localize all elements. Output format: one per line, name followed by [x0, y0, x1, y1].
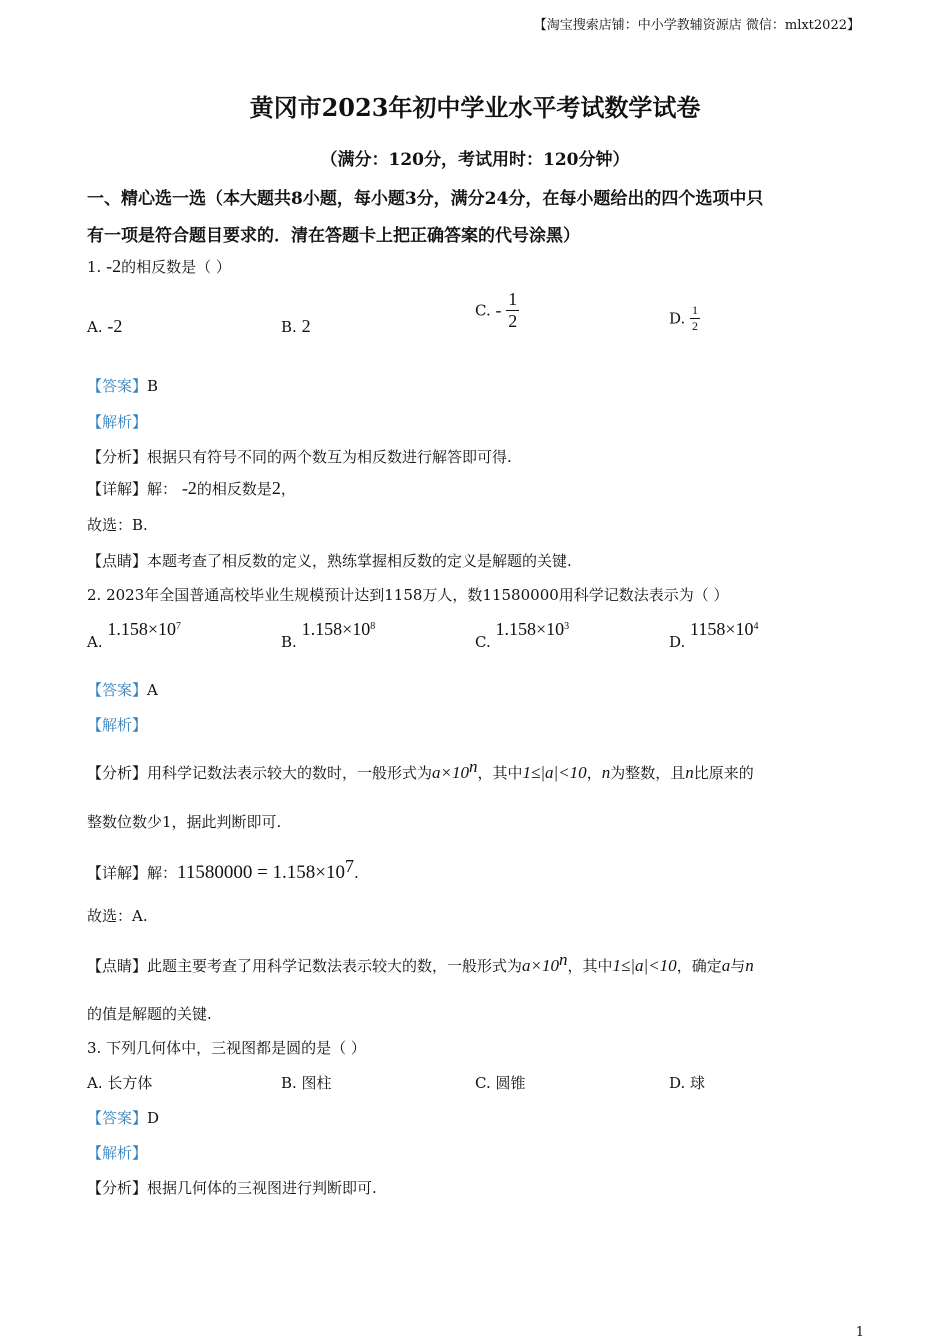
comment-text: ，确定 [676, 957, 722, 975]
fenxi-tag: 【分析】 [87, 1179, 148, 1197]
q2-fenxi: 【分析】用科学记数法表示较大的数时，一般形式为$a\times 10^n$，其中1≤|a|<10，n为整数，且n比原来的 [87, 757, 754, 782]
math-exponent: n [469, 757, 478, 776]
fenxi-text: 比原来的 [693, 764, 754, 782]
detail-text: 解： [147, 864, 178, 882]
q1-option-d [669, 303, 700, 334]
q2-option-c [475, 619, 569, 651]
fenxi-text: 根据只有符号不同的两个数互为相反数进行解答即可得. [147, 448, 512, 466]
q1-comment [87, 550, 572, 571]
q1-option-c [475, 289, 519, 332]
q3-option-b: B. 图柱 [281, 1074, 332, 1092]
comment-tag: 【点睛】 [87, 957, 148, 975]
math-form: a×10 [432, 763, 470, 782]
option-value: 1158×10 [690, 619, 754, 639]
q2-comment [87, 950, 754, 976]
q2-option-d [669, 619, 759, 651]
option-exponent: 4 [753, 621, 759, 632]
detail-text: . [354, 864, 359, 882]
comment-text: 本题考查了相反数的定义，熟练掌握相反数的定义是解题的关键. [147, 552, 572, 570]
detail-expr: -2 [181, 478, 197, 498]
page-title: 黄冈市2023年初中学业水平考试数学试卷 [249, 93, 701, 122]
denominator: 2 [692, 319, 699, 333]
q1-analysis-tag: 【解析】 [87, 413, 148, 431]
denominator: 2 [508, 311, 518, 331]
q3-stem: 3. 下列几何体中，三视图都是圆的是（ ） [87, 1039, 366, 1057]
math-range: 1≤|a|<10 [612, 956, 677, 975]
fenxi-text: 为整数，且 [610, 764, 686, 782]
q1-choose: 故选：B. [87, 516, 148, 534]
detail-text: ， [280, 480, 296, 498]
math-var: n [601, 763, 611, 782]
q3-analysis-tag: 【解析】 [87, 1144, 148, 1162]
answer-value: D [147, 1109, 160, 1127]
fenxi-tag: 【分析】 [87, 448, 148, 466]
option-exponent: 3 [564, 621, 570, 632]
q3-option-a: A. 长方体 [87, 1074, 153, 1092]
fenxi-text: ，其中 [477, 764, 523, 782]
option-exponent: 8 [370, 621, 376, 632]
option-value: 1.158×10 [301, 619, 371, 639]
answer-tag: 【答案】 [87, 681, 148, 699]
comment-tag: 【点睛】 [87, 552, 148, 570]
q1-stem [87, 256, 231, 277]
option-label: B. [281, 318, 297, 336]
option-label: D. [669, 309, 686, 328]
q2-choose: 故选：A. [87, 907, 148, 925]
option-label: A. [87, 633, 103, 651]
fenxi-text: 根据几何体的三视图进行判断即可. [147, 1179, 377, 1197]
option-exponent: 7 [176, 621, 182, 632]
comment-text: 此题主要考查了用科学记数法表示较大的数，一般形式为 [147, 957, 523, 975]
page-subtitle: （满分：120分，考试用时：120分钟） [320, 150, 630, 170]
q2-answer [87, 679, 158, 700]
math-var: a [721, 956, 731, 975]
option-label: C. [475, 633, 491, 651]
detail-tag: 【详解】 [87, 864, 148, 882]
detail-text: 的相反数是 [196, 480, 272, 498]
q3-fenxi [87, 1177, 377, 1198]
option-value: 1.158×10 [107, 619, 177, 639]
q2-detail [87, 856, 359, 884]
option-label: D. [669, 633, 686, 651]
math-form: a×10 [522, 956, 560, 975]
math-var: n [745, 956, 754, 975]
fraction [690, 303, 700, 334]
fenxi-tag: 【分析】 [87, 764, 148, 782]
answer-tag: 【答案】 [87, 377, 148, 395]
q1-option-b [281, 316, 311, 337]
q2-stem: 2. 2023年全国普通高校毕业生规模预计达到1158万人，数11580000用科学记数法表示为（ ） [87, 586, 729, 604]
option-label: A. [87, 318, 103, 336]
detail-expr: 11580000 = 1.158×10 [177, 862, 346, 883]
q2-analysis-tag: 【解析】 [87, 716, 148, 734]
header-note: 【淘宝搜索店铺：中小学教辅资源店 微信：mlxt2022】 [533, 18, 860, 33]
page-number: 1 [855, 1325, 864, 1340]
q1-expr: -2 [106, 256, 122, 276]
fraction [506, 289, 519, 332]
numerator: 1 [508, 289, 518, 309]
option-label: B. [281, 633, 297, 651]
q1-number: 1. [87, 258, 102, 276]
q1-stem-text: 的相反数是（ ） [121, 258, 231, 276]
option-value: -2 [107, 316, 123, 336]
q2-option-a [87, 619, 181, 651]
answer-value: A [147, 681, 158, 699]
q2-fenxi-line2: 整数位数少1，据此判断即可. [87, 813, 282, 831]
answer-tag: 【答案】 [87, 1109, 148, 1127]
numerator: 1 [692, 303, 699, 317]
math-var: n [685, 763, 694, 782]
minus-sign: - [495, 300, 502, 320]
detail-text: 解： [147, 480, 178, 498]
fenxi-text: 用科学记数法表示较大的数时，一般形式为 [147, 764, 433, 782]
q1-detail [87, 478, 296, 499]
detail-expr: 2 [271, 478, 281, 498]
q1-answer [87, 375, 158, 396]
section-heading-line2: 有一项是符合题目要求的．清在答题卡上把正确答案的代号涂黑） [87, 226, 580, 246]
option-label: C. [475, 301, 491, 320]
comment-text: 与 [730, 957, 746, 975]
math-exponent: n [559, 950, 568, 969]
q1-option-a [87, 316, 122, 337]
q3-option-c: C. 圆锥 [475, 1074, 526, 1092]
q2-comment-line2: 的值是解题的关键. [87, 1005, 212, 1023]
option-value: 2 [301, 316, 311, 336]
detail-exponent: 7 [345, 856, 355, 876]
answer-value: B [147, 377, 159, 395]
math-range: 1≤|a|<10 [522, 763, 587, 782]
q2-option-b [281, 619, 375, 651]
q3-answer [87, 1107, 159, 1128]
comment-text: ，其中 [567, 957, 613, 975]
q1-fenxi [87, 446, 512, 467]
detail-tag: 【详解】 [87, 480, 148, 498]
q3-option-d: D. 球 [669, 1074, 706, 1092]
option-value: 1.158×10 [495, 619, 565, 639]
section-heading-line1: 一、精心选一选（本大题共8小题，每小题3分，满分24分，在每小题给出的四个选项中只 [87, 189, 764, 209]
